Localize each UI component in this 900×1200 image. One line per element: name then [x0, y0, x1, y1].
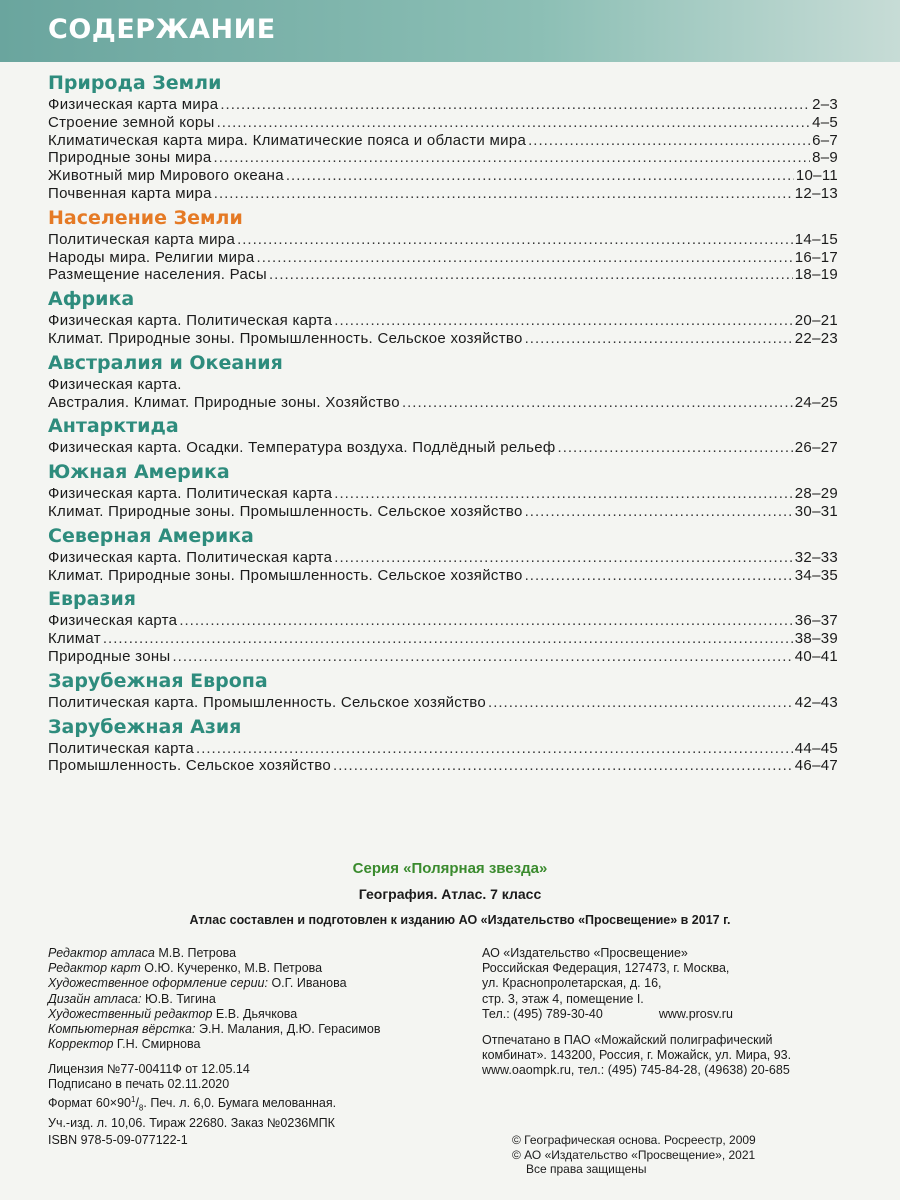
toc-entry-title: Климат. Природные зоны. Промышленность. Сельское хозяйство	[48, 566, 523, 584]
toc-entry	[48, 567, 838, 585]
composed-note: Атлас составлен и подготовлен к изданию АО «Издательство «Просвещение» в 2017 г.	[189, 913, 731, 927]
credit-role: Корректор	[48, 1037, 114, 1052]
toc-entry-title: Размещение населения. Расы	[48, 266, 268, 284]
credit-name: Е.В. Дьячкова	[215, 1006, 298, 1021]
section-title: Южная Америка	[48, 461, 230, 484]
printer-line: www.oaompk.ru, тел.: (495) 745-84-28, (49638) 20-685	[482, 1063, 790, 1078]
credit-role: Редактор карт	[48, 961, 141, 976]
dot-leader	[257, 249, 793, 267]
toc-section	[48, 523, 838, 585]
toc-entry-title: Климатическая карта мира. Климатические пояса и области мира	[48, 131, 527, 149]
credit-role: Редактор атласа	[48, 946, 155, 960]
credit-role: Компьютерная вёрстка:	[48, 1022, 196, 1037]
toc-entry-title: Строение земной коры	[48, 113, 215, 131]
publisher-phone: Тел.: (495) 789-30-40	[482, 1006, 603, 1021]
toc-section	[48, 459, 838, 521]
toc-entry-title: Физическая карта. Политическая карта	[48, 485, 333, 503]
dot-leader	[525, 567, 793, 585]
dot-leader	[237, 231, 793, 249]
toc-entry-pages: 20–21	[794, 312, 838, 330]
dot-leader	[334, 549, 792, 567]
toc-entry-title: Природные зоны мира	[48, 149, 212, 167]
toc-entry-pages: 8–9	[812, 149, 838, 167]
dot-leader	[217, 114, 810, 132]
header-banner	[0, 0, 900, 62]
toc-entry	[48, 485, 838, 503]
credit-role: Художественное оформление серии:	[48, 976, 268, 991]
toc-entry-text: Физическая карта.	[48, 375, 182, 393]
copyright-line: © Географическая основа. Росреестр, 2009	[512, 1133, 756, 1147]
credit-line	[48, 976, 380, 991]
toc-entry-pages: 4–5	[812, 113, 838, 131]
format-numerator: 1	[130, 1095, 136, 1105]
section-title: Австралия и Океания	[48, 351, 283, 374]
toc-entry-pages: 16–17	[794, 248, 838, 266]
toc-entry	[48, 185, 838, 203]
copyright-block	[512, 1133, 756, 1177]
toc-entry-title: Промышленность. Сельское хозяйство	[48, 757, 332, 775]
toc-section	[48, 714, 838, 776]
credit-role: Дизайн атласа:	[48, 991, 142, 1006]
toc-entry-pages: 24–25	[794, 393, 838, 411]
credit-name: О.Ю. Кучеренко, М.В. Петрова	[144, 961, 323, 976]
publisher-line: стр. 3, этаж 4, помещение I.	[482, 991, 644, 1006]
toc-entry	[48, 503, 838, 521]
toc-entry	[48, 612, 838, 630]
toc-entry	[48, 231, 838, 249]
toc-entry-title: Животный мир Мирового океана	[48, 167, 284, 185]
dot-leader	[525, 330, 793, 348]
atlas-title: География. Атлас. 7 класс	[358, 886, 542, 902]
toc-section	[48, 205, 838, 284]
dot-leader	[488, 694, 793, 712]
toc-entry-title: Физическая карта. Политическая карта	[48, 548, 333, 566]
printer-line: Отпечатано в ПАО «Можайский полиграфический	[482, 1033, 773, 1047]
toc-entry-pages: 38–39	[794, 630, 838, 648]
credits-block	[48, 946, 380, 1052]
series-title: Серия «Полярная звезда»	[352, 860, 548, 877]
printer-block	[482, 1033, 791, 1079]
toc-entry-title: Австралия. Климат. Природные зоны. Хозяйство	[48, 393, 400, 411]
toc-entry-title: Физическая карта. Осадки. Температура воздуха. Подлёдный рельеф	[48, 439, 556, 457]
toc-entry-pages: 26–27	[794, 439, 838, 457]
toc-section	[48, 286, 838, 348]
credit-name: О.Г. Иванова	[271, 976, 347, 991]
credit-line	[48, 961, 380, 976]
dot-leader	[103, 630, 793, 648]
dot-leader	[214, 185, 793, 203]
dot-leader	[286, 167, 794, 185]
toc-entry-title: Климат	[48, 630, 101, 648]
toc-entry-pages: 22–23	[794, 329, 838, 347]
toc-entry-title: Климат. Природные зоны. Промышленность. Сельское хозяйство	[48, 502, 523, 520]
dot-leader	[334, 485, 792, 503]
dot-leader	[333, 757, 793, 775]
toc-entry-pages: 36–37	[794, 612, 838, 630]
toc-entry	[48, 249, 838, 267]
dot-leader	[528, 132, 810, 150]
toc-entry-pages: 12–13	[794, 184, 838, 202]
dot-leader	[558, 439, 793, 457]
credit-line	[48, 1007, 380, 1022]
toc-entry-pages: 14–15	[794, 230, 838, 248]
toc-section	[48, 350, 838, 412]
toc-entry	[48, 167, 838, 185]
toc-entry	[48, 149, 838, 167]
section-title: Население Земли	[48, 206, 243, 229]
toc-entry	[48, 740, 838, 758]
toc-entry	[48, 439, 838, 457]
toc-entry-title: Политическая карта. Промышленность. Сельское хозяйство	[48, 693, 487, 711]
toc-entry-pages: 2–3	[812, 96, 838, 113]
dot-leader	[179, 612, 792, 630]
dot-leader	[269, 266, 793, 284]
toc-entry-pages: 28–29	[794, 485, 838, 503]
toc-entry-title: Физическая карта мира	[48, 96, 219, 113]
credit-name: Ю.В. Тигина	[144, 991, 216, 1006]
dot-leader	[220, 96, 810, 114]
toc-entry-pages: 32–33	[794, 548, 838, 566]
toc-entry-pages: 10–11	[795, 167, 838, 185]
toc-entry-pages: 6–7	[812, 131, 838, 149]
credit-line	[48, 992, 380, 1007]
license-line: Подписано в печать 02.11.2020	[48, 1077, 230, 1092]
page-title: СОДЕРЖАНИЕ	[48, 14, 276, 45]
rights-reserved: Все права защищены	[526, 1162, 647, 1176]
toc-entry-title: Физическая карта	[48, 612, 178, 630]
toc-entry	[48, 757, 838, 775]
toc-entry-pages: 34–35	[794, 566, 838, 584]
credit-name: М.В. Петрова	[158, 946, 237, 960]
toc-entry-pages: 40–41	[794, 647, 838, 665]
credit-line	[48, 1037, 380, 1052]
dot-leader	[173, 648, 793, 666]
toc-entry-title: Физическая карта. Политическая карта	[48, 312, 333, 330]
section-title: Природа Земли	[48, 72, 222, 94]
credit-line	[48, 946, 380, 961]
format-denominator: 8	[138, 1104, 144, 1114]
section-title: Северная Америка	[48, 524, 254, 547]
toc-entry-title: Народы мира. Религии мира	[48, 248, 255, 266]
toc-entry-title: Климат. Природные зоны. Промышленность. Сельское хозяйство	[48, 329, 523, 347]
toc-entry-pages: 30–31	[794, 502, 838, 520]
toc-section	[48, 70, 838, 203]
credit-name: Г.Н. Смирнова	[116, 1037, 201, 1052]
toc-entry	[48, 630, 838, 648]
copyright-line: © АО «Издательство «Просвещение», 2021	[512, 1147, 756, 1162]
toc-entry	[48, 648, 838, 666]
section-title: Антарктида	[48, 415, 179, 438]
toc-section	[48, 413, 838, 457]
toc-entry-pages: 44–45	[794, 739, 838, 757]
toc-entry	[48, 266, 838, 284]
toc-entry	[48, 132, 838, 150]
toc-entry-title: Почвенная карта мира	[48, 184, 212, 202]
section-title: Евразия	[48, 588, 136, 611]
toc-entry	[48, 549, 838, 567]
publisher-block	[482, 946, 733, 1022]
publisher-line: АО «Издательство «Просвещение»	[482, 946, 688, 960]
toc-entry-title: Природные зоны	[48, 647, 171, 665]
dot-leader	[334, 312, 792, 330]
credit-line	[48, 1022, 380, 1037]
credit-name: Э.Н. Малания, Д.Ю. Герасимов	[198, 1022, 381, 1037]
table-of-contents	[48, 68, 838, 777]
publisher-line: Российская Федерация, 127473, г. Москва,	[482, 961, 730, 976]
toc-entry-title: Политическая карта мира	[48, 230, 236, 248]
credit-role: Художественный редактор	[48, 1006, 213, 1021]
toc-section	[48, 586, 838, 665]
toc-entry	[48, 394, 838, 412]
format-line: Формат $60\times 90^1/_8$. Печ. л. 6,0. Бумага мелованная.	[48, 1095, 337, 1114]
dot-leader	[402, 394, 793, 412]
printer-line: комбинат». 143200, Россия, г. Можайск, ул. Мира, 93.	[482, 1048, 792, 1063]
section-title: Зарубежная Европа	[48, 669, 268, 692]
publisher-line: ул. Краснопролетарская, д. 16,	[482, 976, 662, 991]
toc-entry-pages: 46–47	[794, 757, 838, 775]
dot-leader	[525, 503, 793, 521]
toc-entry	[48, 312, 838, 330]
toc-entry	[48, 330, 838, 348]
print-run-line: Уч.-изд. л. 10,06. Тираж 22680. Заказ №0236МПК	[48, 1116, 335, 1131]
toc-entry	[48, 114, 838, 132]
isbn: ISBN 978-5-09-077122-1	[48, 1133, 188, 1147]
format-text: Формат 60×90	[48, 1096, 131, 1111]
toc-entry	[48, 694, 838, 712]
license-block	[48, 1062, 336, 1131]
toc-entry-pages: 42–43	[794, 693, 838, 711]
dot-leader	[214, 149, 811, 167]
toc-entry	[48, 96, 838, 114]
license-line: Лицензия №77-00411Ф от 12.05.14	[48, 1062, 250, 1076]
format-rest: . Печ. л. 6,0. Бумага мелованная.	[143, 1096, 337, 1111]
section-title: Африка	[48, 288, 135, 311]
publisher-contact	[482, 1007, 733, 1022]
toc-section	[48, 668, 838, 712]
section-title: Зарубежная Азия	[48, 715, 242, 738]
toc-entry-pages: 18–19	[794, 266, 838, 284]
publisher-website: www.prosv.ru	[658, 1006, 733, 1021]
dot-leader	[196, 740, 793, 758]
toc-entry-title: Политическая карта	[48, 739, 195, 757]
